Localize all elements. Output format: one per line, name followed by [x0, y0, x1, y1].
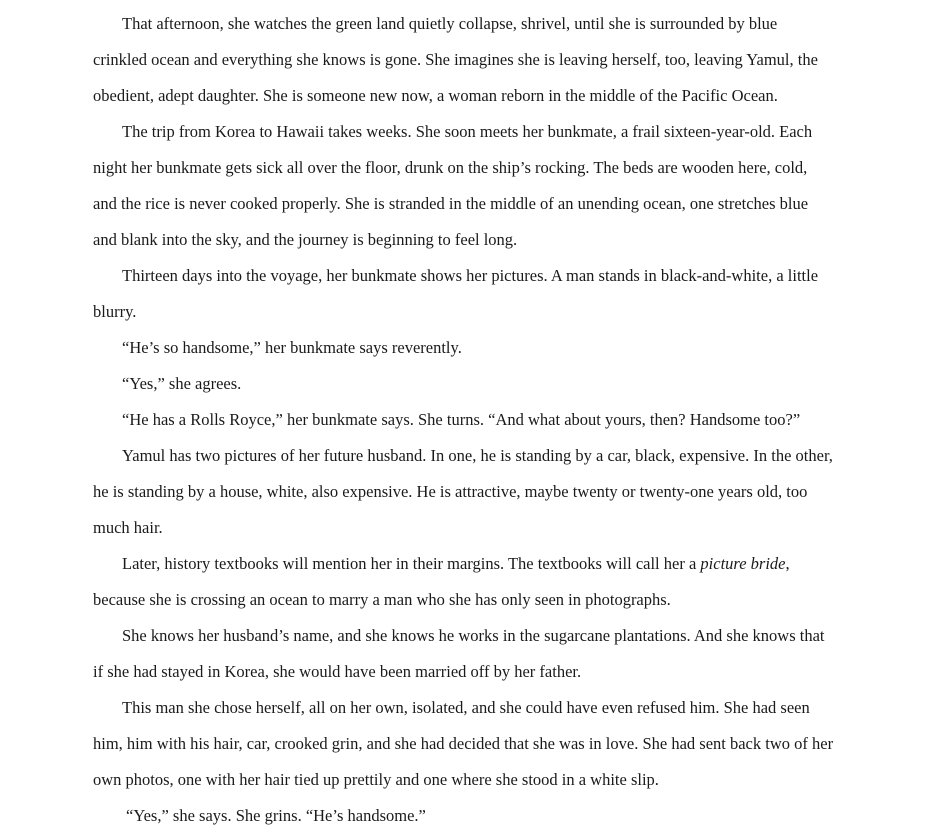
paragraph-9: She knows her husband’s name, and she knows he works in the sugarcane plantations. And she knows that if she had stayed in Korea, she would have been married off by her father.	[93, 626, 825, 681]
paragraph-4: “He’s so handsome,” her bunkmate says reverently.	[122, 338, 462, 357]
paragraph-11: “Yes,” she says. She grins. “He’s handsome.”	[126, 806, 426, 825]
paragraph-2: The trip from Korea to Hawaii takes weeks. She soon meets her bunkmate, a frail sixteen-year-old. Each night her bunkmate gets sick all over the floor, drunk on the ship’s rocking. The beds are wooden here, cold, and the rice is never cooked properly. She is stranded in the middle of an unending ocean, one stretches blue and blank into the sky, and the journey is beginning to feel long.	[93, 122, 813, 249]
paragraph-8	[93, 546, 835, 618]
paragraph-8-after: , because she is crossing an ocean to marry a man who she has only seen in photographs.	[93, 554, 790, 609]
paragraph-1: That afternoon, she watches the green land quietly collapse, shrivel, until she is surrounded by blue crinkled ocean and everything she knows is gone. She imagines she is leaving herself, too, leaving Yamul, the obedient, adept daughter. She is someone new now, a woman reborn in the middle of the Pacific Ocean.	[93, 14, 818, 105]
paragraph-6: “He has a Rolls Royce,” her bunkmate says. She turns. “And what about yours, then? Handsome too?”	[122, 410, 801, 429]
paragraph-3: Thirteen days into the voyage, her bunkmate shows her pictures. A man stands in black-and-white, a little blurry.	[93, 266, 819, 321]
paragraph-10: This man she chose herself, all on her own, isolated, and she could have even refused him. She had seen him, him with his hair, car, crooked grin, and she had decided that she was in love. She had sent back two of her own photos, one with her hair tied up prettily and one where she stood in a white slip.	[93, 698, 834, 789]
paragraph-5: “Yes,” she agrees.	[122, 374, 242, 393]
story-text	[93, 6, 835, 834]
paragraph-8-before: Later, history textbooks will mention her in their margins. The textbooks will call her a	[122, 554, 701, 573]
paragraph-7: Yamul has two pictures of her future husband. In one, he is standing by a car, black, expensive. In the other, he is standing by a house, white, also expensive. He is attractive, maybe twenty or twenty-one years old, too much hair.	[93, 446, 833, 537]
picture-bride-emphasis: picture bride	[700, 554, 786, 573]
